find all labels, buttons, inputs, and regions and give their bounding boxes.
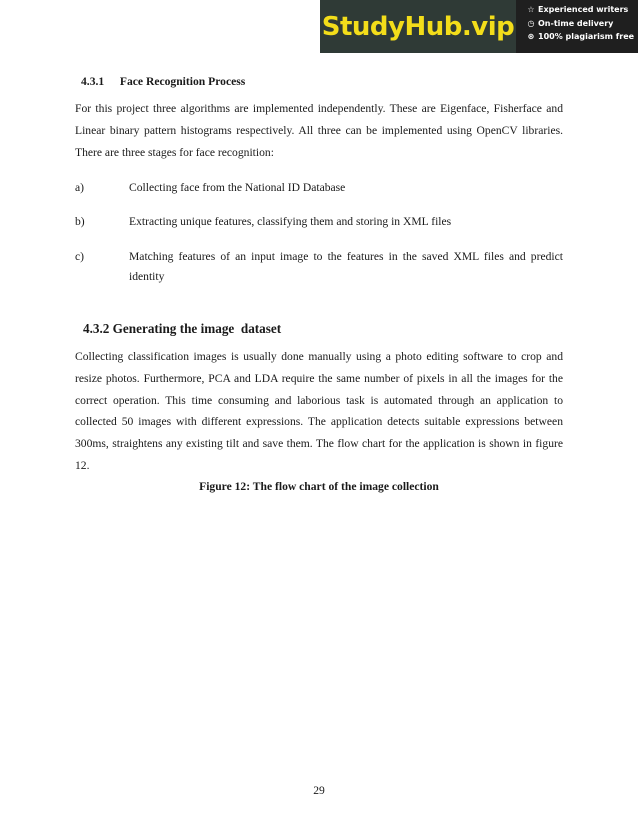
list-text: Matching features of an input image to the features in the saved XML files and predict identity xyxy=(129,250,563,283)
feature-label: Experienced writers xyxy=(538,5,629,15)
section-paragraph: Collecting classification images is usually done manually using a photo editing software to crop and resize photos. Furthermore, PCA and LDA require the same number of pixels in all the images for the correct operation. This time consuming and laborious task is automated through an application to collected 50 images with different expressions. The application detects suitable expressions between 300ms, straightens any existing tilt and save them. The flow chart for the application is shown in figure 12. xyxy=(75,350,563,472)
studyhub-logo[interactable] xyxy=(320,0,516,53)
section-number: 4.3.2 xyxy=(83,321,110,336)
feature-label: 100% plagiarism free xyxy=(538,32,635,42)
list-marker: c) xyxy=(75,250,85,263)
section-title: Face Recognition Process xyxy=(119,75,246,88)
section-paragraph: For this project three algorithms are implemented independently. These are Eigenface, Fisherface and Linear binary pattern histograms respectively. All three can be implemented using OpenCV libraries. There are three stages for face recognition: xyxy=(75,102,563,159)
list-text: Extracting unique features, classifying them and storing in XML files xyxy=(129,215,452,228)
section-title: Generating the image dataset xyxy=(112,321,282,336)
figure-caption: Figure 12: The flow chart of the image collection xyxy=(199,480,439,493)
list-text: Collecting face from the National ID Database xyxy=(129,181,346,194)
list-marker: b) xyxy=(75,215,85,228)
studyhub-banner[interactable] xyxy=(320,0,638,53)
feature-on-time-delivery xyxy=(526,17,638,31)
feature-plagiarism-free xyxy=(526,30,638,44)
banner-features xyxy=(516,0,638,53)
section-heading-4-3-1 xyxy=(81,75,245,88)
feature-experienced-writers xyxy=(526,3,638,17)
section-number: 4.3.1 xyxy=(81,75,105,88)
star-icon: ☆ xyxy=(527,5,535,15)
badge-icon: ⊛ xyxy=(527,32,535,42)
page-number: 29 xyxy=(313,784,325,797)
list-marker: a) xyxy=(75,181,85,194)
logo-text: StudyHub.vip xyxy=(321,11,515,42)
feature-label: On-time delivery xyxy=(538,18,614,28)
section-heading-4-3-2 xyxy=(83,321,281,337)
clock-icon: ◷ xyxy=(527,18,535,28)
